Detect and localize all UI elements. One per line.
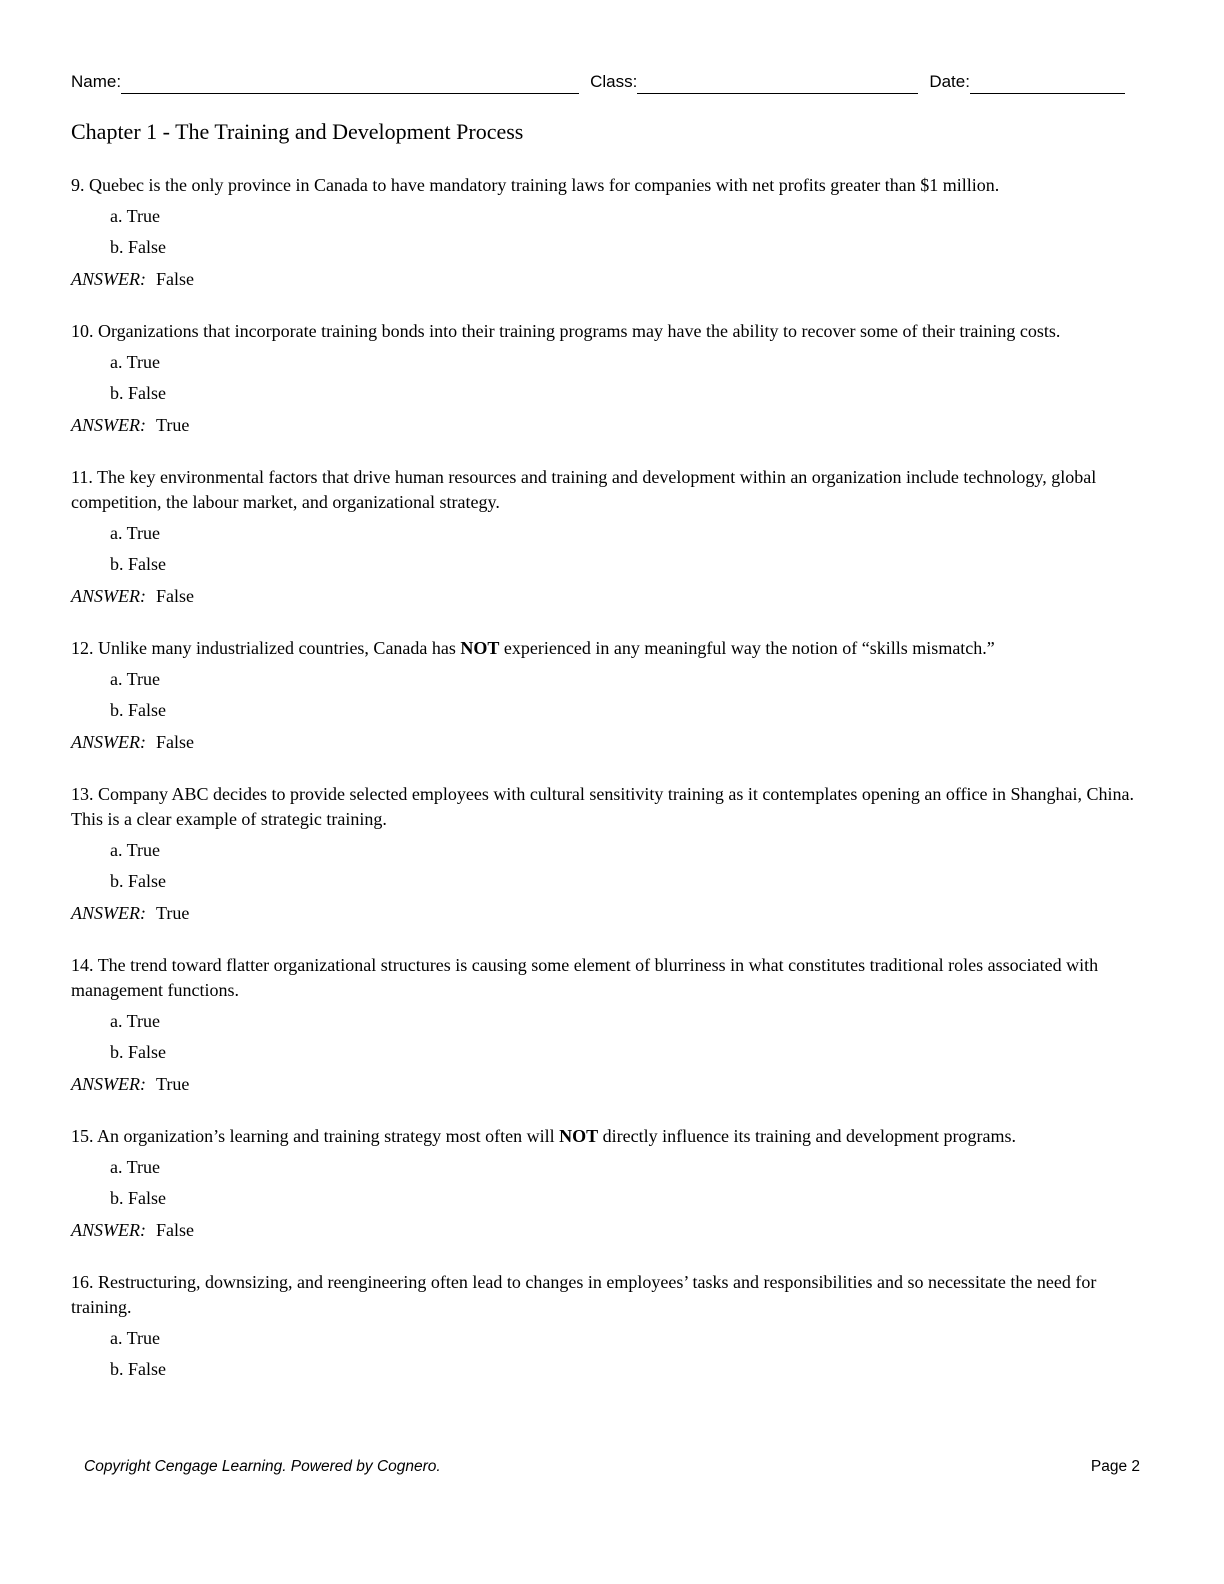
question-text-segment: Organizations that incorporate training bonds into their training programs may have the ability to recover some of their training costs.: [98, 321, 1061, 341]
question-number: 9.: [71, 175, 85, 195]
answer-options: [71, 521, 1140, 577]
answer-value: False: [155, 269, 194, 289]
question-number: 11.: [71, 467, 93, 487]
question-text: [71, 465, 1140, 515]
answer-value: True: [155, 415, 190, 435]
question-text: [71, 953, 1140, 1003]
class-field: [590, 72, 918, 94]
answer-row: [71, 584, 1140, 609]
question-text-segment: The trend toward flatter organizational structures is causing some element of blurriness in what constitutes traditional roles associated with management functions.: [71, 955, 1099, 1000]
page-number: Page 2: [1090, 1458, 1140, 1475]
answer-label: ANSWER:: [71, 415, 146, 435]
answer-row: [71, 1218, 1140, 1243]
question-text-segment: directly influence its training and development programs.: [598, 1126, 1016, 1146]
name-label: Name:: [71, 72, 122, 91]
answer-label: ANSWER:: [71, 269, 146, 289]
page-footer: [84, 1458, 1140, 1476]
question-text: [71, 319, 1140, 344]
answer-option: b. False: [110, 383, 166, 403]
question-text: [71, 782, 1140, 832]
questions-list: [71, 173, 1140, 1382]
answer-value: True: [155, 903, 190, 923]
document-header: [71, 72, 1140, 94]
question-number: 15.: [71, 1126, 94, 1146]
answer-options: [71, 1326, 1140, 1382]
answer-option: b. False: [110, 237, 166, 257]
question-item: [71, 465, 1140, 609]
answer-options: [71, 204, 1140, 260]
question-text-segment: Unlike many industrialized countries, Canada has: [98, 638, 461, 658]
class-blank-line: [637, 73, 918, 94]
answer-value: False: [155, 1220, 194, 1240]
question-text-segment: experienced in any meaningful way the notion of “skills mismatch.”: [499, 638, 995, 658]
answer-label: ANSWER:: [71, 903, 146, 923]
answer-options: [71, 350, 1140, 406]
answer-options: [71, 1009, 1140, 1065]
answer-option: b. False: [110, 871, 166, 891]
question-text-segment: The key environmental factors that drive human resources and training and development within an organization include technology, global competition, the labour market, and organizational strategy.: [71, 467, 1097, 512]
class-label: Class:: [590, 72, 638, 91]
question-number: 16.: [71, 1272, 94, 1292]
answer-option: a. True: [110, 1328, 161, 1348]
question-number: 10.: [71, 321, 94, 341]
question-text-segment: An organization’s learning and training strategy most often will: [97, 1126, 560, 1146]
answer-label: ANSWER:: [71, 1074, 146, 1094]
question-text: [71, 1270, 1140, 1320]
answer-option: a. True: [110, 206, 161, 226]
answer-option: b. False: [110, 1042, 166, 1062]
answer-option: b. False: [110, 1359, 166, 1379]
question-item: [71, 173, 1140, 292]
question-text-segment: Restructuring, downsizing, and reengineering often lead to changes in employees’ tasks and responsibilities and so necessitate the need for training.: [71, 1272, 1097, 1317]
question-text-segment: Quebec is the only province in Canada to have mandatory training laws for companies with net profits greater than $1 million.: [89, 175, 1000, 195]
answer-row: [71, 413, 1140, 438]
question-text-segment: Company ABC decides to provide selected employees with cultural sensitivity training as it contemplates opening an office in Shanghai, China. This is a clear example of strategic training.: [71, 784, 1134, 829]
question-text-bold-segment: NOT: [559, 1126, 599, 1146]
answer-option: a. True: [110, 1011, 161, 1031]
answer-row: [71, 1072, 1140, 1097]
date-label: Date:: [929, 72, 970, 91]
answer-options: [71, 1155, 1140, 1211]
question-number: 14.: [71, 955, 94, 975]
question-item: [71, 782, 1140, 926]
answer-row: [71, 267, 1140, 292]
answer-value: False: [155, 732, 194, 752]
answer-options: [71, 667, 1140, 723]
answer-option: b. False: [110, 554, 166, 574]
copyright-text: Copyright Cengage Learning. Powered by Cognero.: [84, 1458, 441, 1475]
answer-options: [71, 838, 1140, 894]
chapter-title: Chapter 1 - The Training and Development Process: [71, 119, 524, 144]
answer-option: a. True: [110, 840, 161, 860]
answer-option: b. False: [110, 1188, 166, 1208]
date-field: [929, 72, 1125, 94]
name-blank-line: [121, 73, 579, 94]
question-item: [71, 319, 1140, 438]
answer-value: True: [155, 1074, 190, 1094]
date-blank-line: [970, 73, 1125, 94]
answer-option: b. False: [110, 700, 166, 720]
question-item: [71, 636, 1140, 755]
question-text-bold-segment: NOT: [460, 638, 500, 658]
question-item: [71, 1124, 1140, 1243]
name-field: [71, 72, 579, 94]
answer-option: a. True: [110, 1157, 161, 1177]
answer-option: a. True: [110, 352, 161, 372]
answer-row: [71, 730, 1140, 755]
question-text: [71, 1124, 1140, 1149]
question-number: 12.: [71, 638, 94, 658]
answer-label: ANSWER:: [71, 732, 146, 752]
answer-option: a. True: [110, 669, 161, 689]
answer-label: ANSWER:: [71, 1220, 146, 1240]
question-item: [71, 953, 1140, 1097]
answer-label: ANSWER:: [71, 586, 146, 606]
answer-option: a. True: [110, 523, 161, 543]
question-number: 13.: [71, 784, 94, 804]
answer-value: False: [155, 586, 194, 606]
question-text: [71, 173, 1140, 198]
question-item: [71, 1270, 1140, 1382]
answer-row: [71, 901, 1140, 926]
question-text: [71, 636, 1140, 661]
